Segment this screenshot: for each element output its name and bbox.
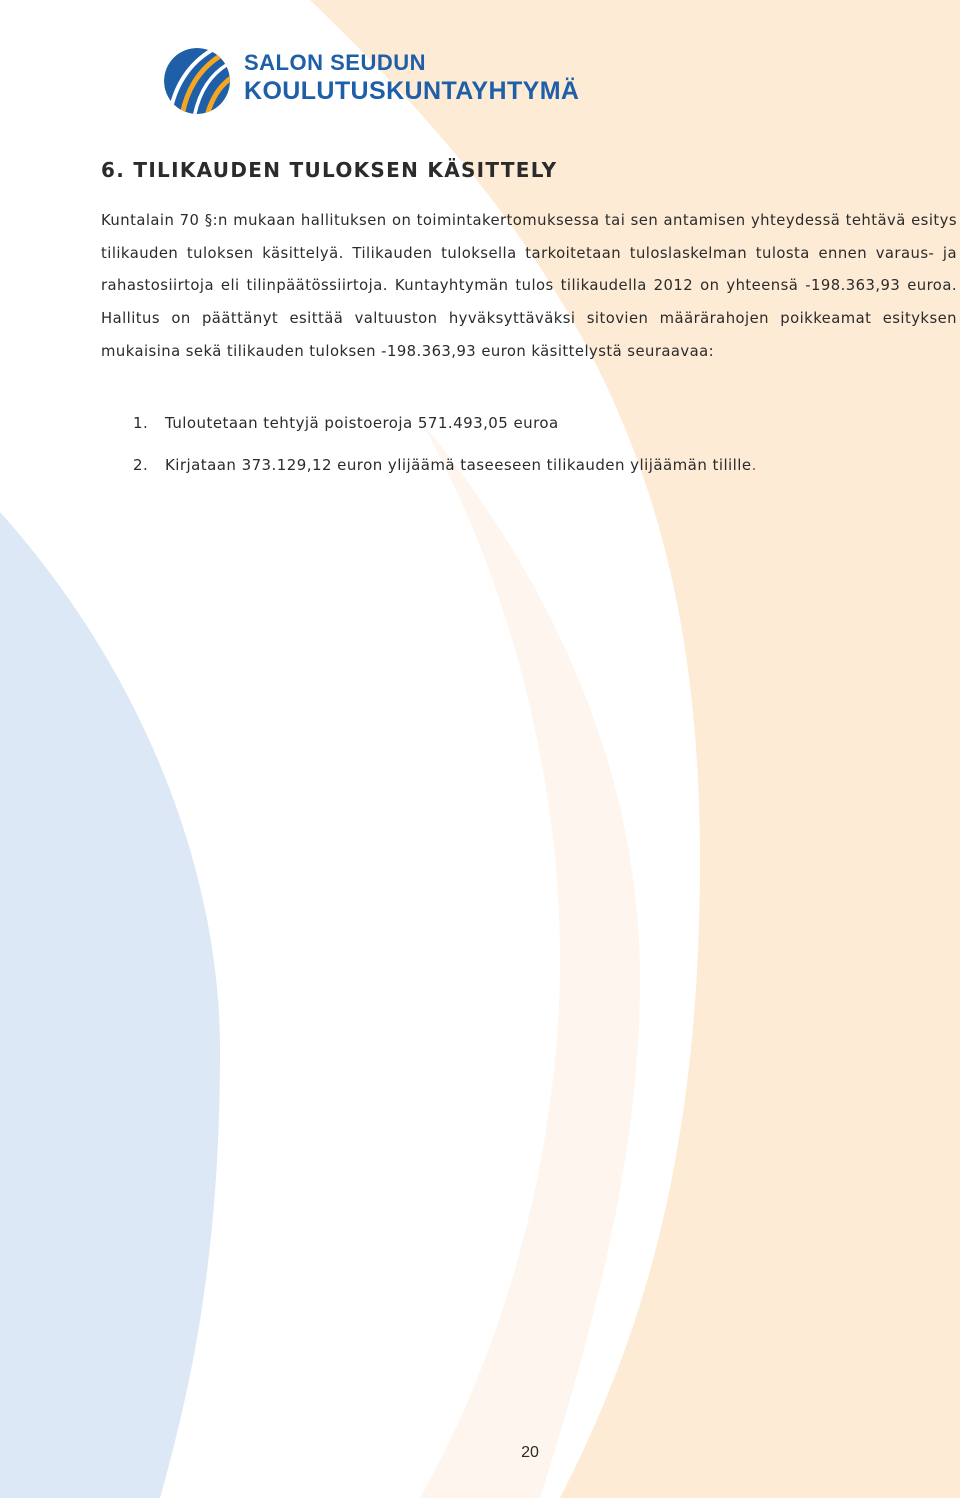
list-item-number: 1. xyxy=(133,414,149,432)
sphere-logo-icon xyxy=(160,44,234,118)
list-item-number: 2. xyxy=(133,456,149,474)
body-paragraph: Kuntalain 70 §:n mukaan hallituksen on toimintakertomuksessa tai sen antamisen yhteydessä tehtävä esitys tilikauden tuloksen käsittelyä. Tilikauden tuloksella tarkoitetaan tuloslaskelman tulosta ennen varaus- ja rahastosiirtoja eli tilinpäätössiirtoja. Kuntayhtymän tulos tilikaudella 2012 on yhteensä -198.363,93 euroa. Hallitus on päättänyt esittää valtuuston hyväksyttäväksi sitovien määrärahojen poikkeamat esityksen mukaisina sekä tilikauden tuloksen -198.363,93 euron käsittelystä seuraavaa: xyxy=(101,212,957,360)
list-item-text: Kirjataan 373.129,12 euron ylijäämä taseeseen tilikauden ylijäämän tilille. xyxy=(165,456,757,474)
logo-text-line1: SALON SEUDUN xyxy=(244,50,427,75)
page-number: 20 xyxy=(521,1444,539,1461)
organization-logo xyxy=(160,44,640,118)
section-heading: 6. TILIKAUDEN TULOKSEN KÄSITTELY xyxy=(101,158,558,182)
logo-text-line2: KOULUTUSKUNTAYHTYMÄ xyxy=(244,77,580,105)
list-item-text: Tuloutetaan tehtyjä poistoeroja 571.493,05 euroa xyxy=(165,414,559,432)
